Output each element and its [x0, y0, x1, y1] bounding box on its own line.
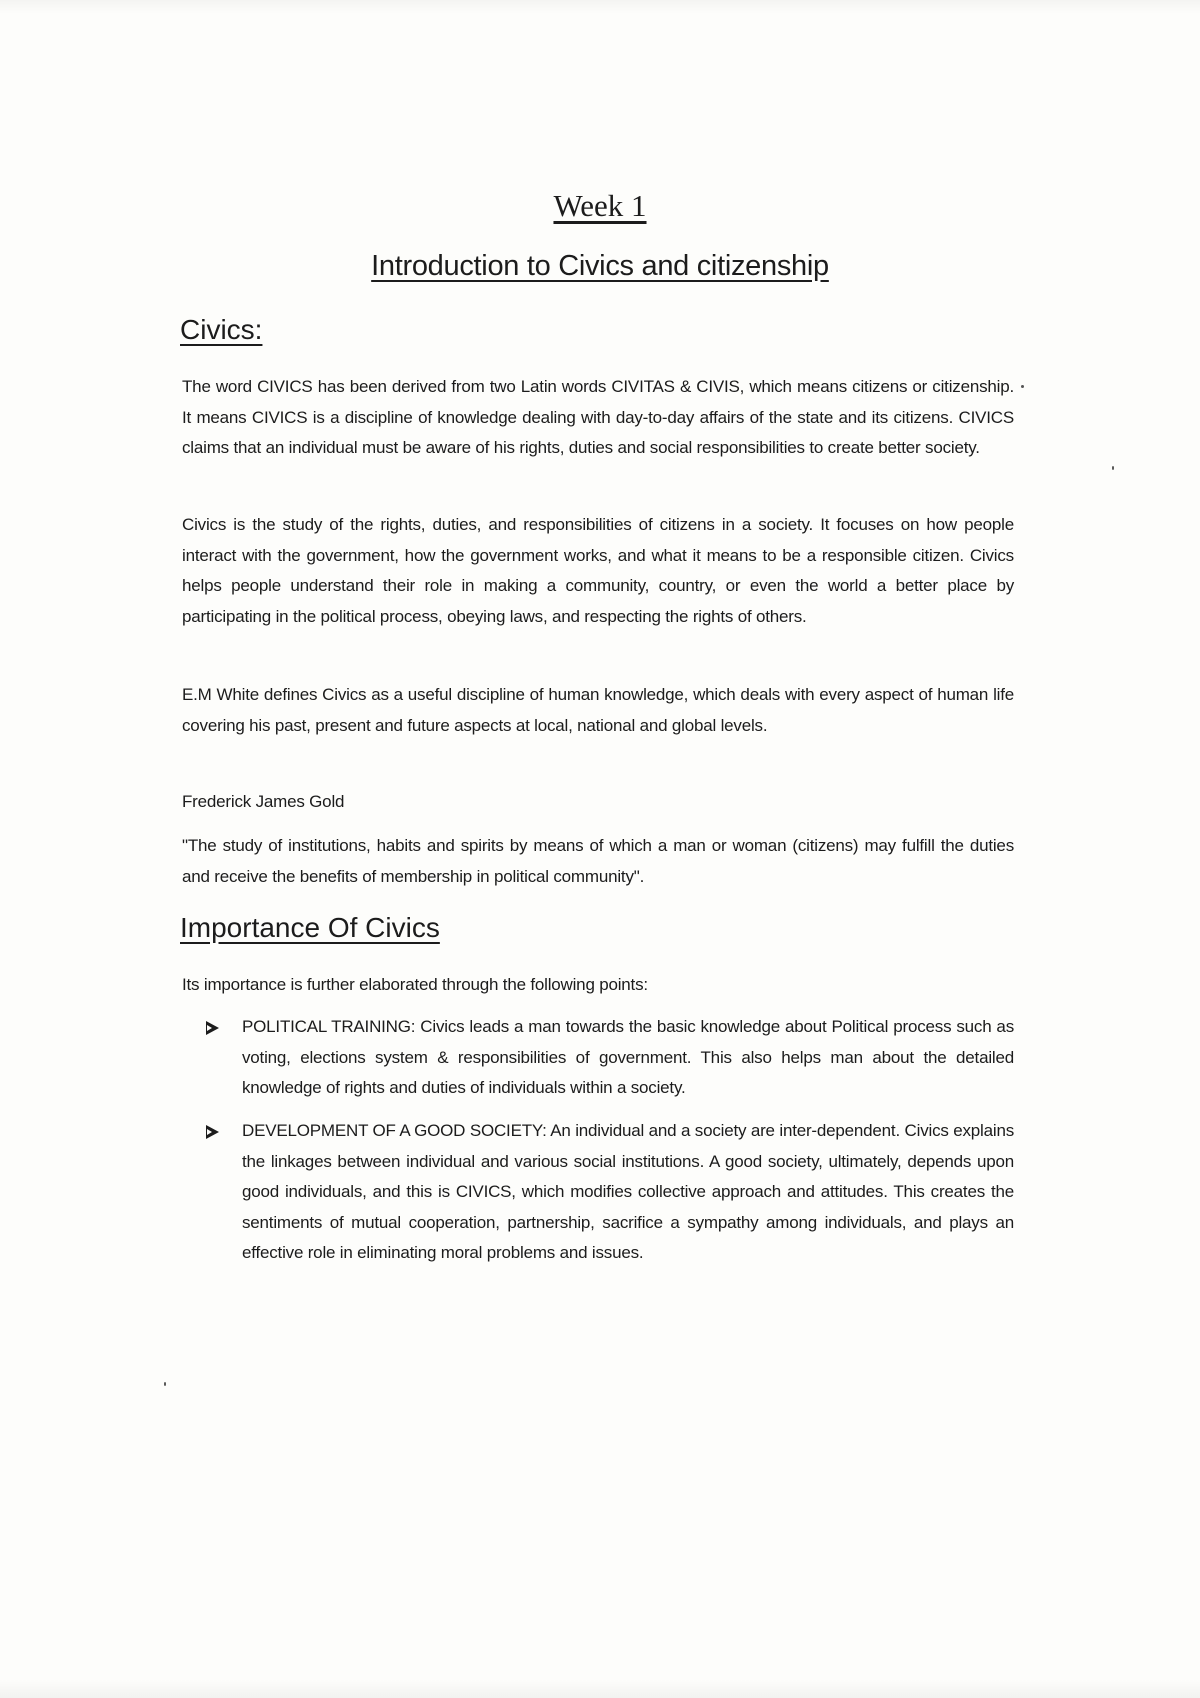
civics-paragraph-derivation: The word CIVICS has been derived from two Latin words CIVITAS & CIVIS, which means citizens or citizenship. It means CIVICS is a discipline of knowledge dealing with day-to-day affairs of the state and its citizens. CIVICS claims that an individual must be aware of his rights, duties and social responsibilities to create better society. — [182, 377, 1014, 457]
importance-point-good-society — [206, 1116, 1014, 1269]
civics-paragraph-definition: Civics is the study of the rights, duties, and responsibilities of citizens in a society. It focuses on how people interact with the government, how the government works, and what it means to be a responsible citizen. Civics helps people understand their role in making a community, country, or even the world a better place by participating in the political process, obeying laws, and respecting the rights of others. — [182, 515, 1014, 626]
civics-quote-author: Frederick James Gold — [182, 792, 345, 811]
scan-speck — [164, 1382, 166, 1386]
point-body — [242, 1012, 1014, 1104]
week-title: Week 1 — [553, 188, 647, 223]
importance-point-political-training — [206, 1012, 1014, 1104]
civics-quote: "The study of institutions, habits and spirits by means of which a man or woman (citizens) may fulfill the duties and receive the benefits of membership in political community". — [182, 836, 1014, 886]
civics-heading: Civics: — [180, 314, 263, 345]
bullet-arrow-icon — [206, 1125, 219, 1139]
scan-speck — [1112, 466, 1114, 470]
bullet-arrow-icon — [206, 1021, 219, 1035]
point-text: An individual and a society are inter-dependent. Civics explains the linkages between individual and various social institutions. A good society, ultimately, depends upon good individuals, and this is CIVICS, which modifies collective approach and attitudes. This creates the sentiments of mutual cooperation, partnership, sacrifice a sympathy among individuals, and plays an effective role in eliminating moral problems and issues. — [242, 1121, 1014, 1262]
importance-heading: Importance Of Civics — [180, 912, 440, 943]
page-title: Introduction to Civics and citizenship — [371, 250, 829, 282]
scan-speck — [1021, 385, 1024, 388]
point-body — [242, 1116, 1014, 1269]
point-text: Civics leads a man towards the basic knowledge about Political process such as voting, elections system & responsibilities of government. This also helps man about the detailed knowledge of rights and duties of individuals within a society. — [242, 1017, 1014, 1097]
importance-intro: Its importance is further elaborated through the following points: — [182, 975, 648, 994]
civics-paragraph-em-white: E.M White defines Civics as a useful discipline of human knowledge, which deals with every aspect of human life covering his past, present and future aspects at local, national and global levels. — [182, 685, 1014, 735]
point-term: POLITICAL TRAINING: — [242, 1017, 416, 1036]
point-term: DEVELOPMENT OF A GOOD SOCIETY: — [242, 1121, 547, 1140]
